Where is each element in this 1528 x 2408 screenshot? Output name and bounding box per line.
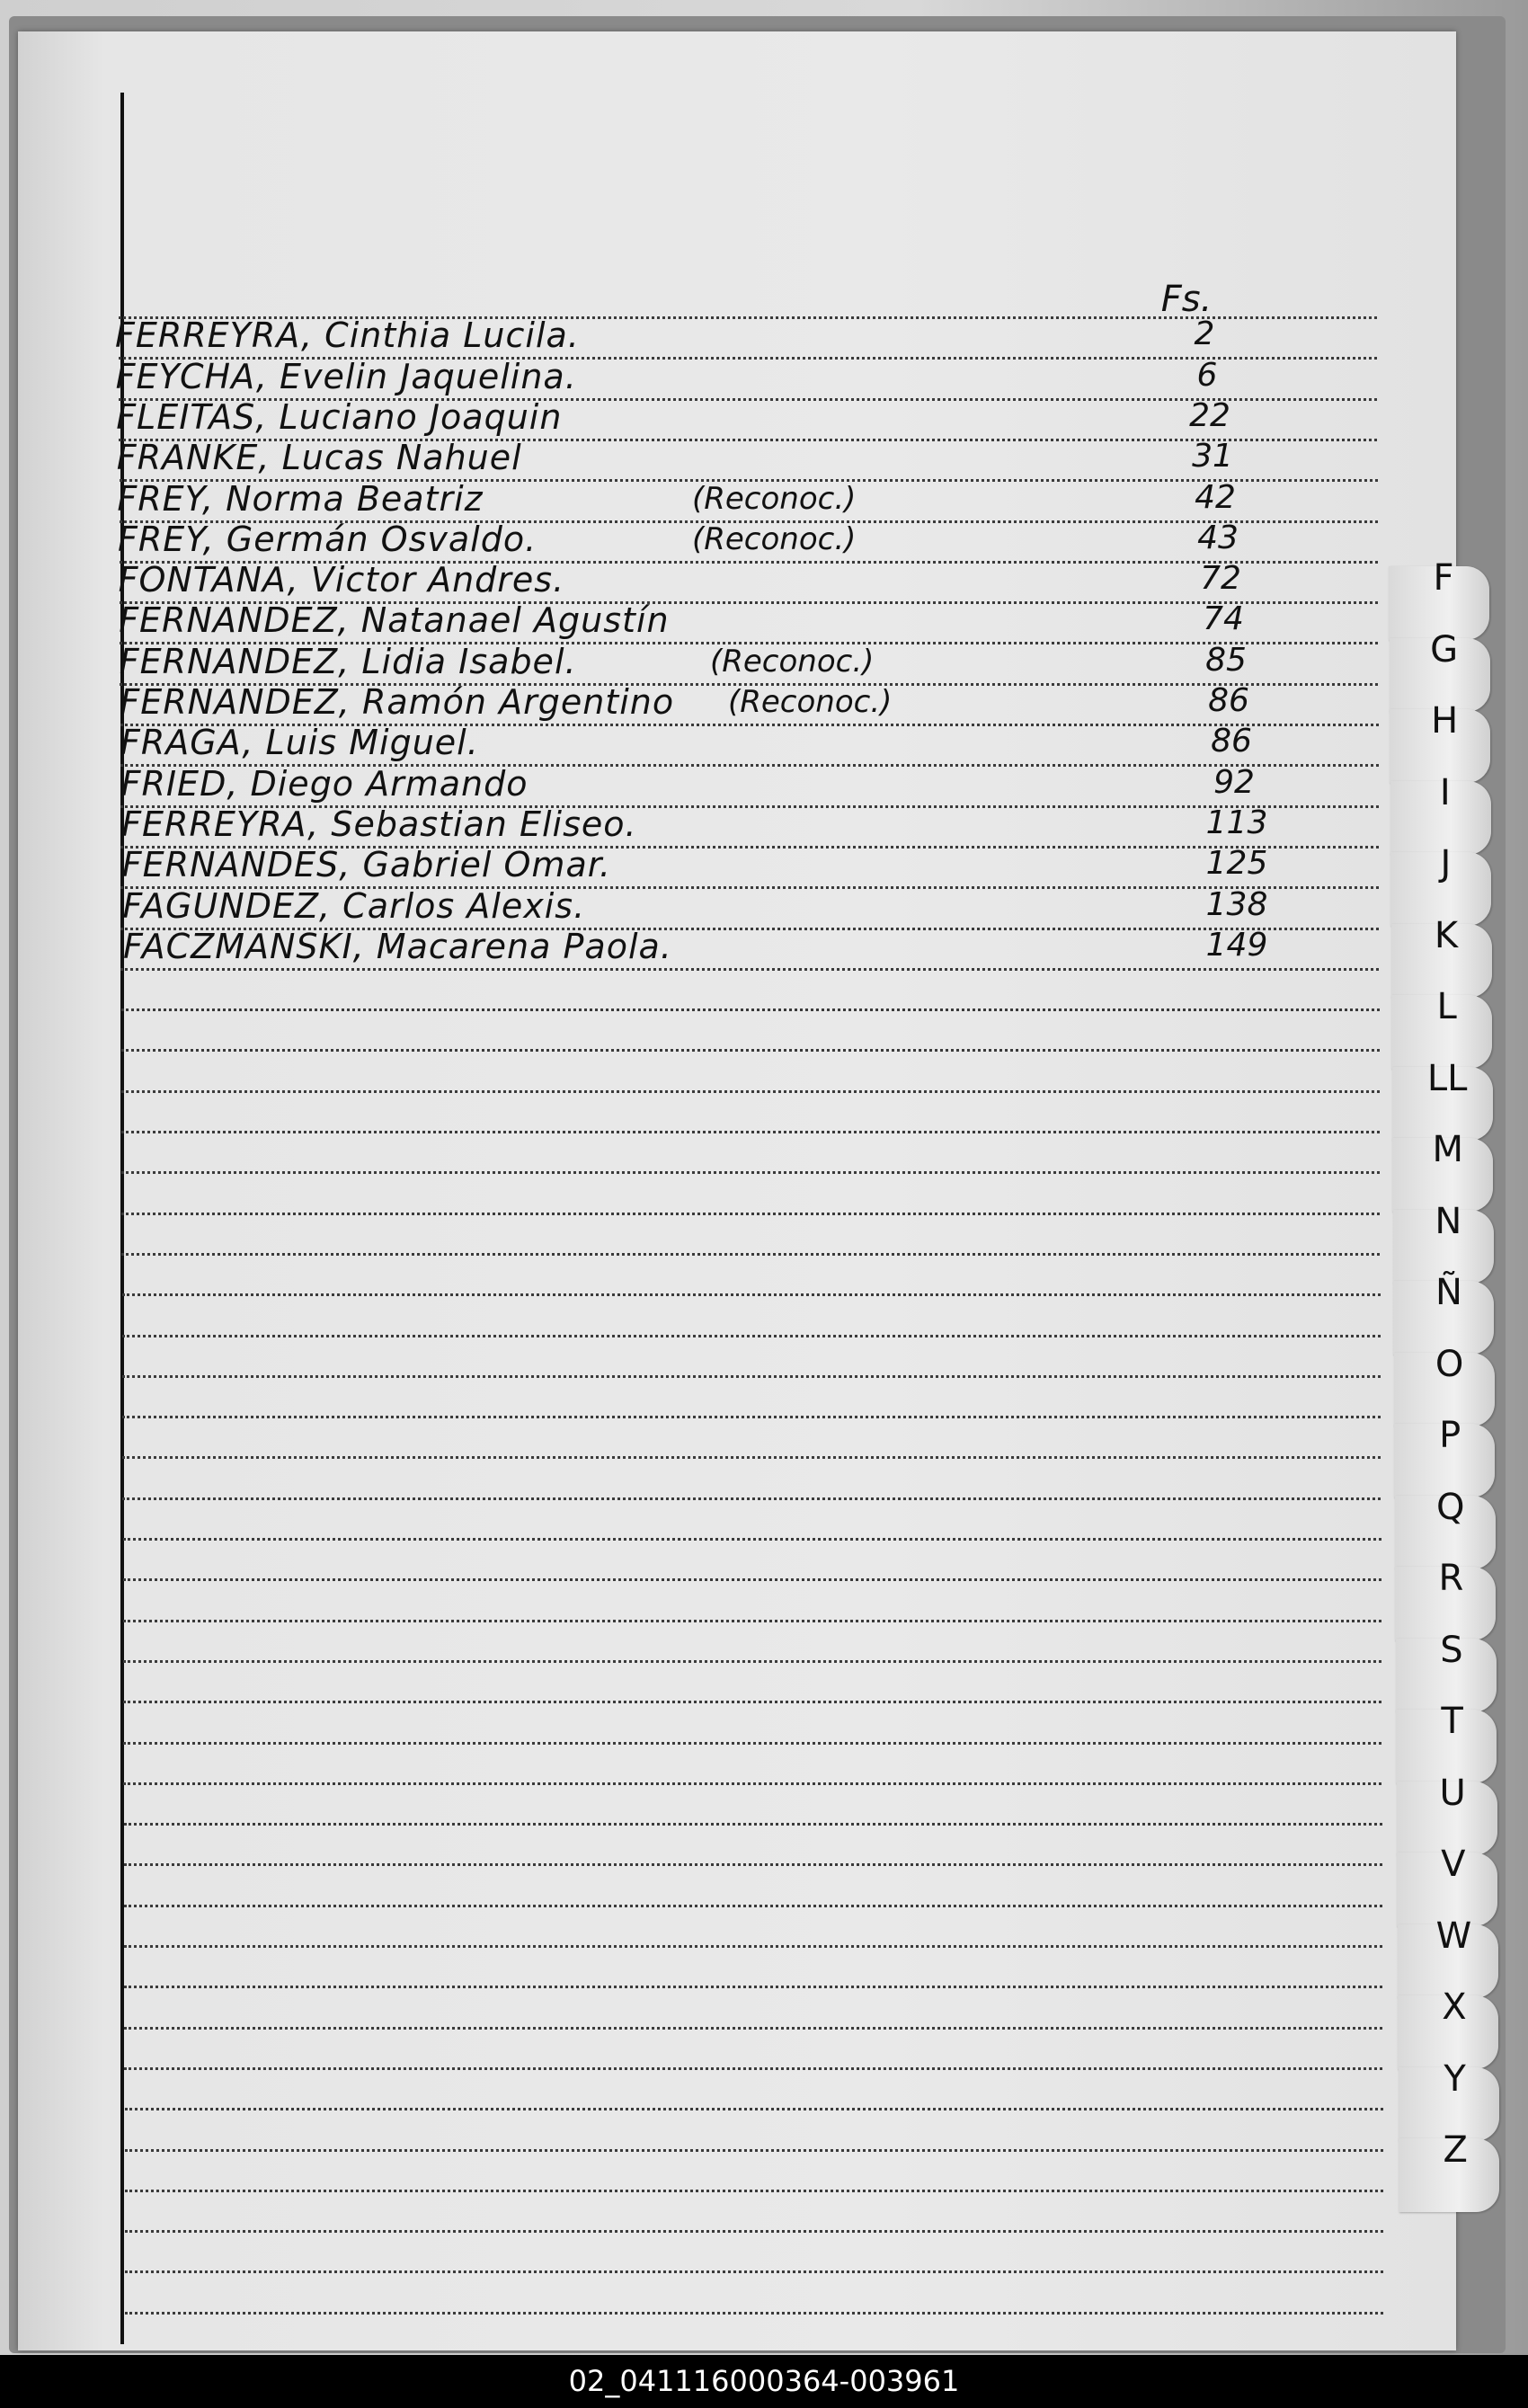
ruled-line [125,2108,1383,2110]
tab-letter: N [1435,1200,1462,1242]
ruled-line [125,2149,1383,2152]
entry-folio: 92 [1213,763,1255,801]
ruled-line [123,1742,1381,1745]
entry-name: FACZMANSKI, Macarena Paola. [123,926,672,966]
tab-letter: J [1440,843,1452,884]
entry-folio: 74 [1203,600,1244,638]
ruled-line [121,1253,1380,1256]
entry-name: FERNANDEZ, Ramón Argentino [120,682,675,722]
ruled-line [124,1823,1382,1826]
entry-name: FERREYRA, Cinthia Lucila. [115,315,580,356]
tab-letter: X [1442,1986,1467,2028]
entry-folio: 85 [1205,641,1247,679]
entry-folio: 22 [1189,396,1230,434]
tab-letter: H [1431,700,1459,742]
entry-folio: 149 [1205,926,1268,964]
ruled-line [121,1049,1380,1052]
ruled-line [124,2027,1382,2030]
tab-letter: O [1435,1343,1464,1385]
entry-name: FERNANDEZ, Lidia Isabel. [119,641,577,681]
ruled-line [123,1538,1381,1541]
entry-folio: 125 [1205,845,1268,883]
ruled-line [122,1456,1381,1459]
entry-name: FLEITAS, Luciano Joaquin [116,396,563,437]
tab-letter: F [1433,557,1454,599]
tab-letter: P [1439,1415,1461,1456]
ruled-line [123,1782,1381,1785]
tab-letter: K [1434,914,1459,956]
tab-letter: L [1436,986,1457,1027]
entry-name: FREY, Norma Beatriz [117,478,484,519]
entry-name: FRANKE, Lucas Nahuel [116,438,522,478]
ruled-line [121,1090,1380,1093]
tab-letter: Q [1436,1486,1465,1528]
ruled-line [125,2312,1383,2315]
ruled-line [125,2270,1383,2273]
entry-name: FREY, Germán Osvaldo. [118,519,537,559]
entry-note: (Reconoc.) [728,684,893,720]
entry-folio: 86 [1208,682,1249,719]
entry-folio: 72 [1200,560,1241,598]
ruled-line [120,968,1379,971]
tab-letter: Ñ [1435,1272,1462,1313]
entry-folio: 2 [1194,315,1215,353]
ruled-line [123,1701,1381,1703]
tab-letter: Z [1443,2129,1468,2171]
ruled-line [122,1416,1381,1418]
entry-folio: 86 [1211,723,1252,760]
entry-name: FONTANA, Victor Andres. [118,560,565,600]
ruled-line [121,1171,1380,1174]
tab-letter: R [1438,1558,1464,1599]
ruled-line [121,1009,1380,1011]
tab-letter: Y [1444,2057,1466,2100]
entry-name: FERREYRA, Sebastian Eliseo. [121,804,637,844]
entry-name: FRIED, Diego Armando [120,763,529,804]
ruled-line [123,1578,1381,1581]
entry-folio: 6 [1196,356,1218,394]
entry-folio: 113 [1205,804,1268,841]
ruled-line [124,1905,1382,1907]
ruled-line [122,1335,1381,1337]
entry-note: (Reconoc.) [692,480,857,517]
ruled-line [123,1660,1381,1663]
ruled-line [123,1620,1381,1622]
ruled-line [124,2067,1382,2070]
ruled-line [124,1863,1382,1866]
ruled-line [122,1293,1381,1296]
entry-folio: 31 [1192,438,1233,475]
tab-letter: W [1435,1915,1472,1957]
ruled-line [122,1497,1381,1500]
ruled-line [125,2230,1383,2233]
tab-letter: T [1441,1701,1463,1742]
tab-letter: LL [1426,1057,1468,1099]
ruled-line [124,1986,1382,1988]
entry-folio: 43 [1197,519,1239,556]
tab-letter: G [1430,628,1459,671]
entry-note: (Reconoc.) [692,520,857,557]
entry-note: (Reconoc.) [710,643,875,680]
ruled-line [122,1375,1381,1378]
tab-letter: I [1439,771,1451,813]
entry-name: FEYCHA, Evelin Jaquelina. [115,356,577,396]
tab-letter: V [1441,1844,1466,1885]
ruled-line [125,2190,1383,2192]
entry-name: FERNANDES, Gabriel Omar. [121,845,611,885]
ruled-line [121,1213,1380,1215]
folio-column-header: Fs. [1160,279,1213,320]
entry-folio: 42 [1195,478,1236,516]
ruled-line [121,1131,1380,1133]
scan-id-footer: 02_041116000364-003961 [0,2355,1528,2408]
tab-letter: M [1432,1129,1464,1170]
entry-folio: 138 [1205,885,1268,923]
tab-letter: U [1439,1772,1466,1814]
entry-name: FERNANDEZ, Natanael Agustín [119,600,670,641]
entry-name: FRAGA, Luis Miguel. [120,723,479,763]
entry-name: FAGUNDEZ, Carlos Alexis. [122,885,586,926]
tab-letter: S [1440,1629,1463,1671]
ruled-line [124,1945,1382,1948]
